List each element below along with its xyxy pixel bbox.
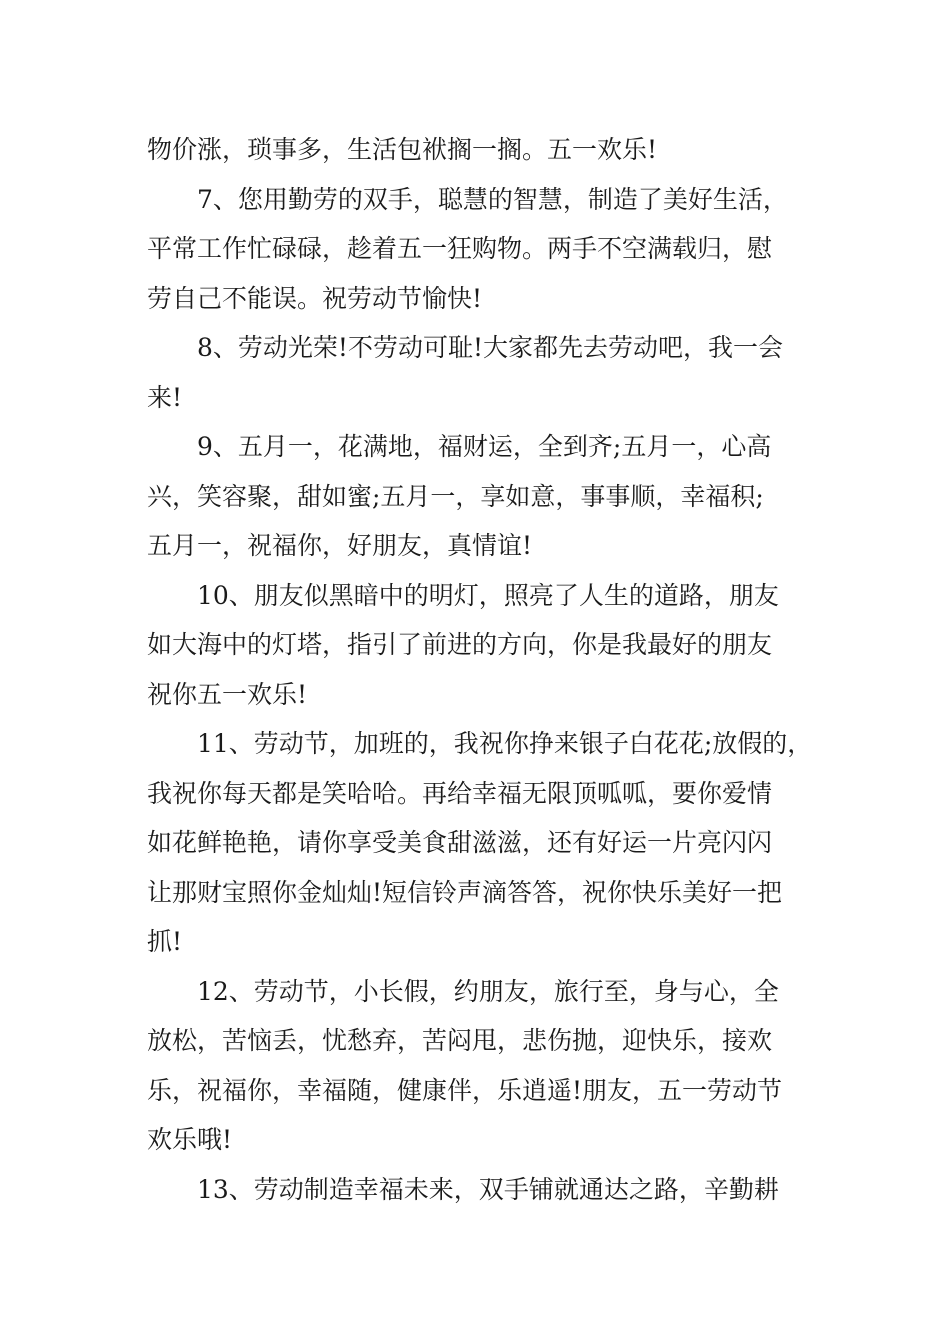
text-line: 13、劳动制造幸福未来，双手铺就通达之路，辛勤耕 <box>197 1174 779 1204</box>
text-line: 如大海中的灯塔，指引了前进的方向，你是我最好的朋友 <box>147 630 773 659</box>
text-line: 放松，苦恼丢，忧愁弃，苦闷甩，悲伤抛，迎快乐，接欢 <box>147 1026 773 1055</box>
text-line: 平常工作忙碌碌，趁着五一狂购物。两手不空满载归，慰 <box>147 234 773 263</box>
text-line: 祝你五一欢乐! <box>147 679 308 709</box>
text-line: 让那财宝照你金灿灿!短信铃声滴答答，祝你快乐美好一把 <box>147 877 783 907</box>
text-line: 来! <box>147 382 183 412</box>
text-line: 欢乐哦! <box>147 1125 233 1154</box>
text-line: 我祝你每天都是笑哈哈。再给幸福无限顶呱呱，要你爱情 <box>147 778 773 808</box>
text-line: 五月一，祝福你，好朋友，真情谊! <box>147 531 533 560</box>
text-line: 8、劳动光荣!不劳动可耻!大家都先去劳动吧，我一会 <box>197 333 784 362</box>
text-line: 9、五月一，花满地，福财运，全到齐;五月一，心高 <box>197 432 772 461</box>
text-line: 10、朋友似黑暗中的明灯，照亮了人生的道路，朋友 <box>197 580 779 610</box>
text-line: 11、劳动节，加班的，我祝你挣来银子白花花;放假的， <box>197 729 813 758</box>
text-line: 物价涨，琐事多，生活包袱搁一搁。五一欢乐! <box>147 135 658 164</box>
text-line: 兴，笑容聚，甜如蜜;五月一，享如意，事事顺，幸福积; <box>147 481 764 511</box>
text-line: 抓! <box>147 927 183 956</box>
document-body <box>147 125 817 1214</box>
text-line: 劳自己不能误。祝劳动节愉快! <box>147 283 483 313</box>
text-line: 如花鲜艳艳，请你享受美食甜滋滋，还有好运一片亮闪闪 <box>147 828 773 857</box>
text-line: 乐，祝福你，幸福随，健康伴，乐逍遥!朋友，五一劳动节 <box>147 1075 783 1105</box>
text-line: 7、您用勤劳的双手，聪慧的智慧，制造了美好生活， <box>197 184 788 214</box>
text-line: 12、劳动节，小长假，约朋友，旅行至，身与心，全 <box>197 976 779 1006</box>
